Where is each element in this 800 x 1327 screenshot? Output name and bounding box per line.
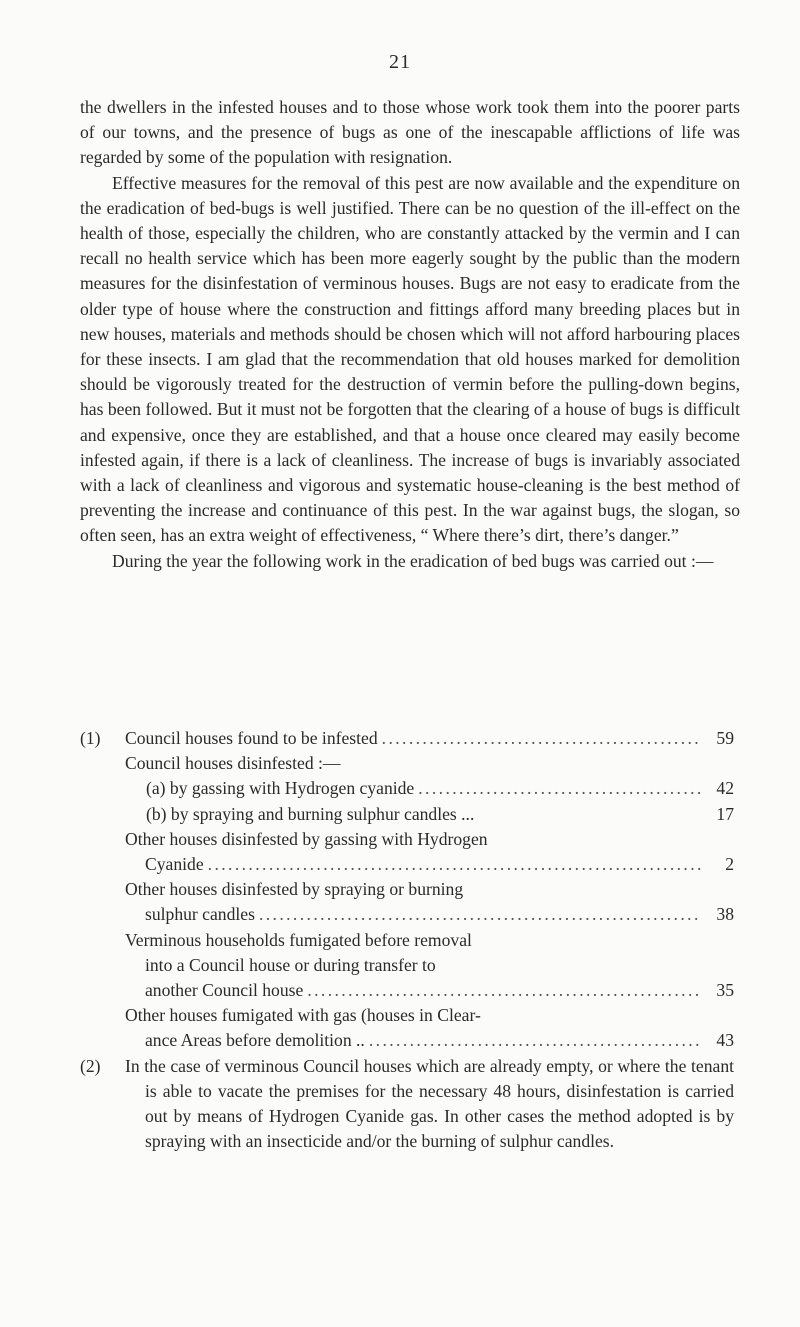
item-number: (2) (80, 1055, 101, 1076)
work-list (80, 726, 740, 1154)
sub-b-row (146, 802, 734, 827)
row-value: 38 (716, 904, 734, 925)
paragraph-during-year: During the year the following work in the eradication of bed bugs was carried out :— (112, 550, 714, 571)
paragraph-effective-measures: Effective measures for the removal of this pest are now available and the expenditure on the eradication of bed-bugs is well justified. There can be no question of the ill-effect on the health of those, especially the children, who are constantly attacked by the vermin and I can recall no health service which has been more eagerly sought by the public than the modern measures for the disinfestation of verminous houses. Bugs are not easy to eradicate from the older type of house where the construction and fittings afford many breeding places but in new houses, materials and methods should be chosen which will not afford harbouring places for these insects. I am glad that the recommendation that old houses marked for demolition should be vigorously treated for the destruction of vermin before the pulling-down begins, has been followed. But it must not be forgotten that the clearing of a house of bugs is difficult and expensive, once they are established, and that a house once cleared may easily become infested again, if there is a lack of cleanliness. The increase of bugs is invariably associated with a lack of cleanliness and vigorous and systematic house-cleaning is the best method of preventing the increase and continuance of this pest. In the war against bugs, the slogan, so often seen, has an extra weight of effectiveness, “ Where there’s dirt, there’s danger.” (80, 172, 740, 546)
row-label: (a) by gassing with Hydrogen cyanide (146, 778, 415, 799)
leader-dots (259, 902, 702, 927)
row-label-line: Other houses disinfested by gassing with Hydrogen (125, 828, 488, 849)
other-spraying-row (125, 877, 734, 927)
row-label-final (125, 978, 734, 1003)
verminous-row (125, 928, 734, 1004)
clearance-row (125, 1003, 734, 1053)
row-label: Cyanide (145, 854, 204, 875)
leader-dots (307, 978, 702, 1003)
row-label-line: Other houses disinfested by spraying or burning (125, 879, 464, 900)
row-value: 35 (716, 980, 734, 1001)
leader-dots (208, 852, 702, 877)
council-disinfested-heading: Council houses disinfested :— (125, 753, 341, 774)
list-item-1 (80, 726, 740, 1054)
row-value: 43 (716, 1030, 734, 1051)
other-gassing-row (125, 827, 734, 877)
row-label-final (125, 852, 734, 877)
paragraph-continuation: the dwellers in the infested houses and to those whose work took them into the poorer parts of our towns, and the presence of bugs as one of the inescapable afflictions of life was regarded by some of the population with resignation. (80, 97, 740, 168)
leader-dots (382, 726, 702, 751)
row-label: Council houses found to be infested (125, 728, 378, 748)
row-label-final (125, 1028, 734, 1053)
council-found-row (125, 726, 734, 751)
item-number: (1) (80, 728, 101, 748)
row-value: 42 (716, 778, 734, 799)
row-value: 2 (725, 854, 734, 875)
row-label-line: Verminous households fumigated before removal (125, 929, 472, 950)
list-item-2 (80, 1054, 740, 1155)
body-text (80, 95, 740, 574)
leader-dots (369, 1028, 702, 1053)
leader-dots (418, 776, 702, 801)
row-label-final (125, 902, 734, 927)
row-label: another Council house (145, 980, 304, 1001)
row-value: 17 (716, 803, 734, 824)
sub-a-row (146, 776, 734, 801)
row-label: ance Areas before demolition .. (145, 1030, 365, 1051)
row-value: 59 (716, 728, 734, 748)
page-number: 21 (389, 51, 411, 73)
row-label: (b) by spraying and burning sulphur candles ... (146, 803, 475, 824)
item-2-text: In the case of verminous Council houses which are already empty, or where the tenant is able to vacate the premises for the necessary 48 hours, disinfestation is carried out by means of Hydrogen Cyanide gas. In other cases the method adopted is by spraying with an insecticide and/or the burning of sulphur candles. (125, 1055, 734, 1152)
row-label-line: Other houses fumigated with gas (houses in Clear- (125, 1005, 481, 1026)
row-label-line: into a Council house or during transfer to (145, 954, 436, 975)
row-label: sulphur candles (145, 904, 255, 925)
